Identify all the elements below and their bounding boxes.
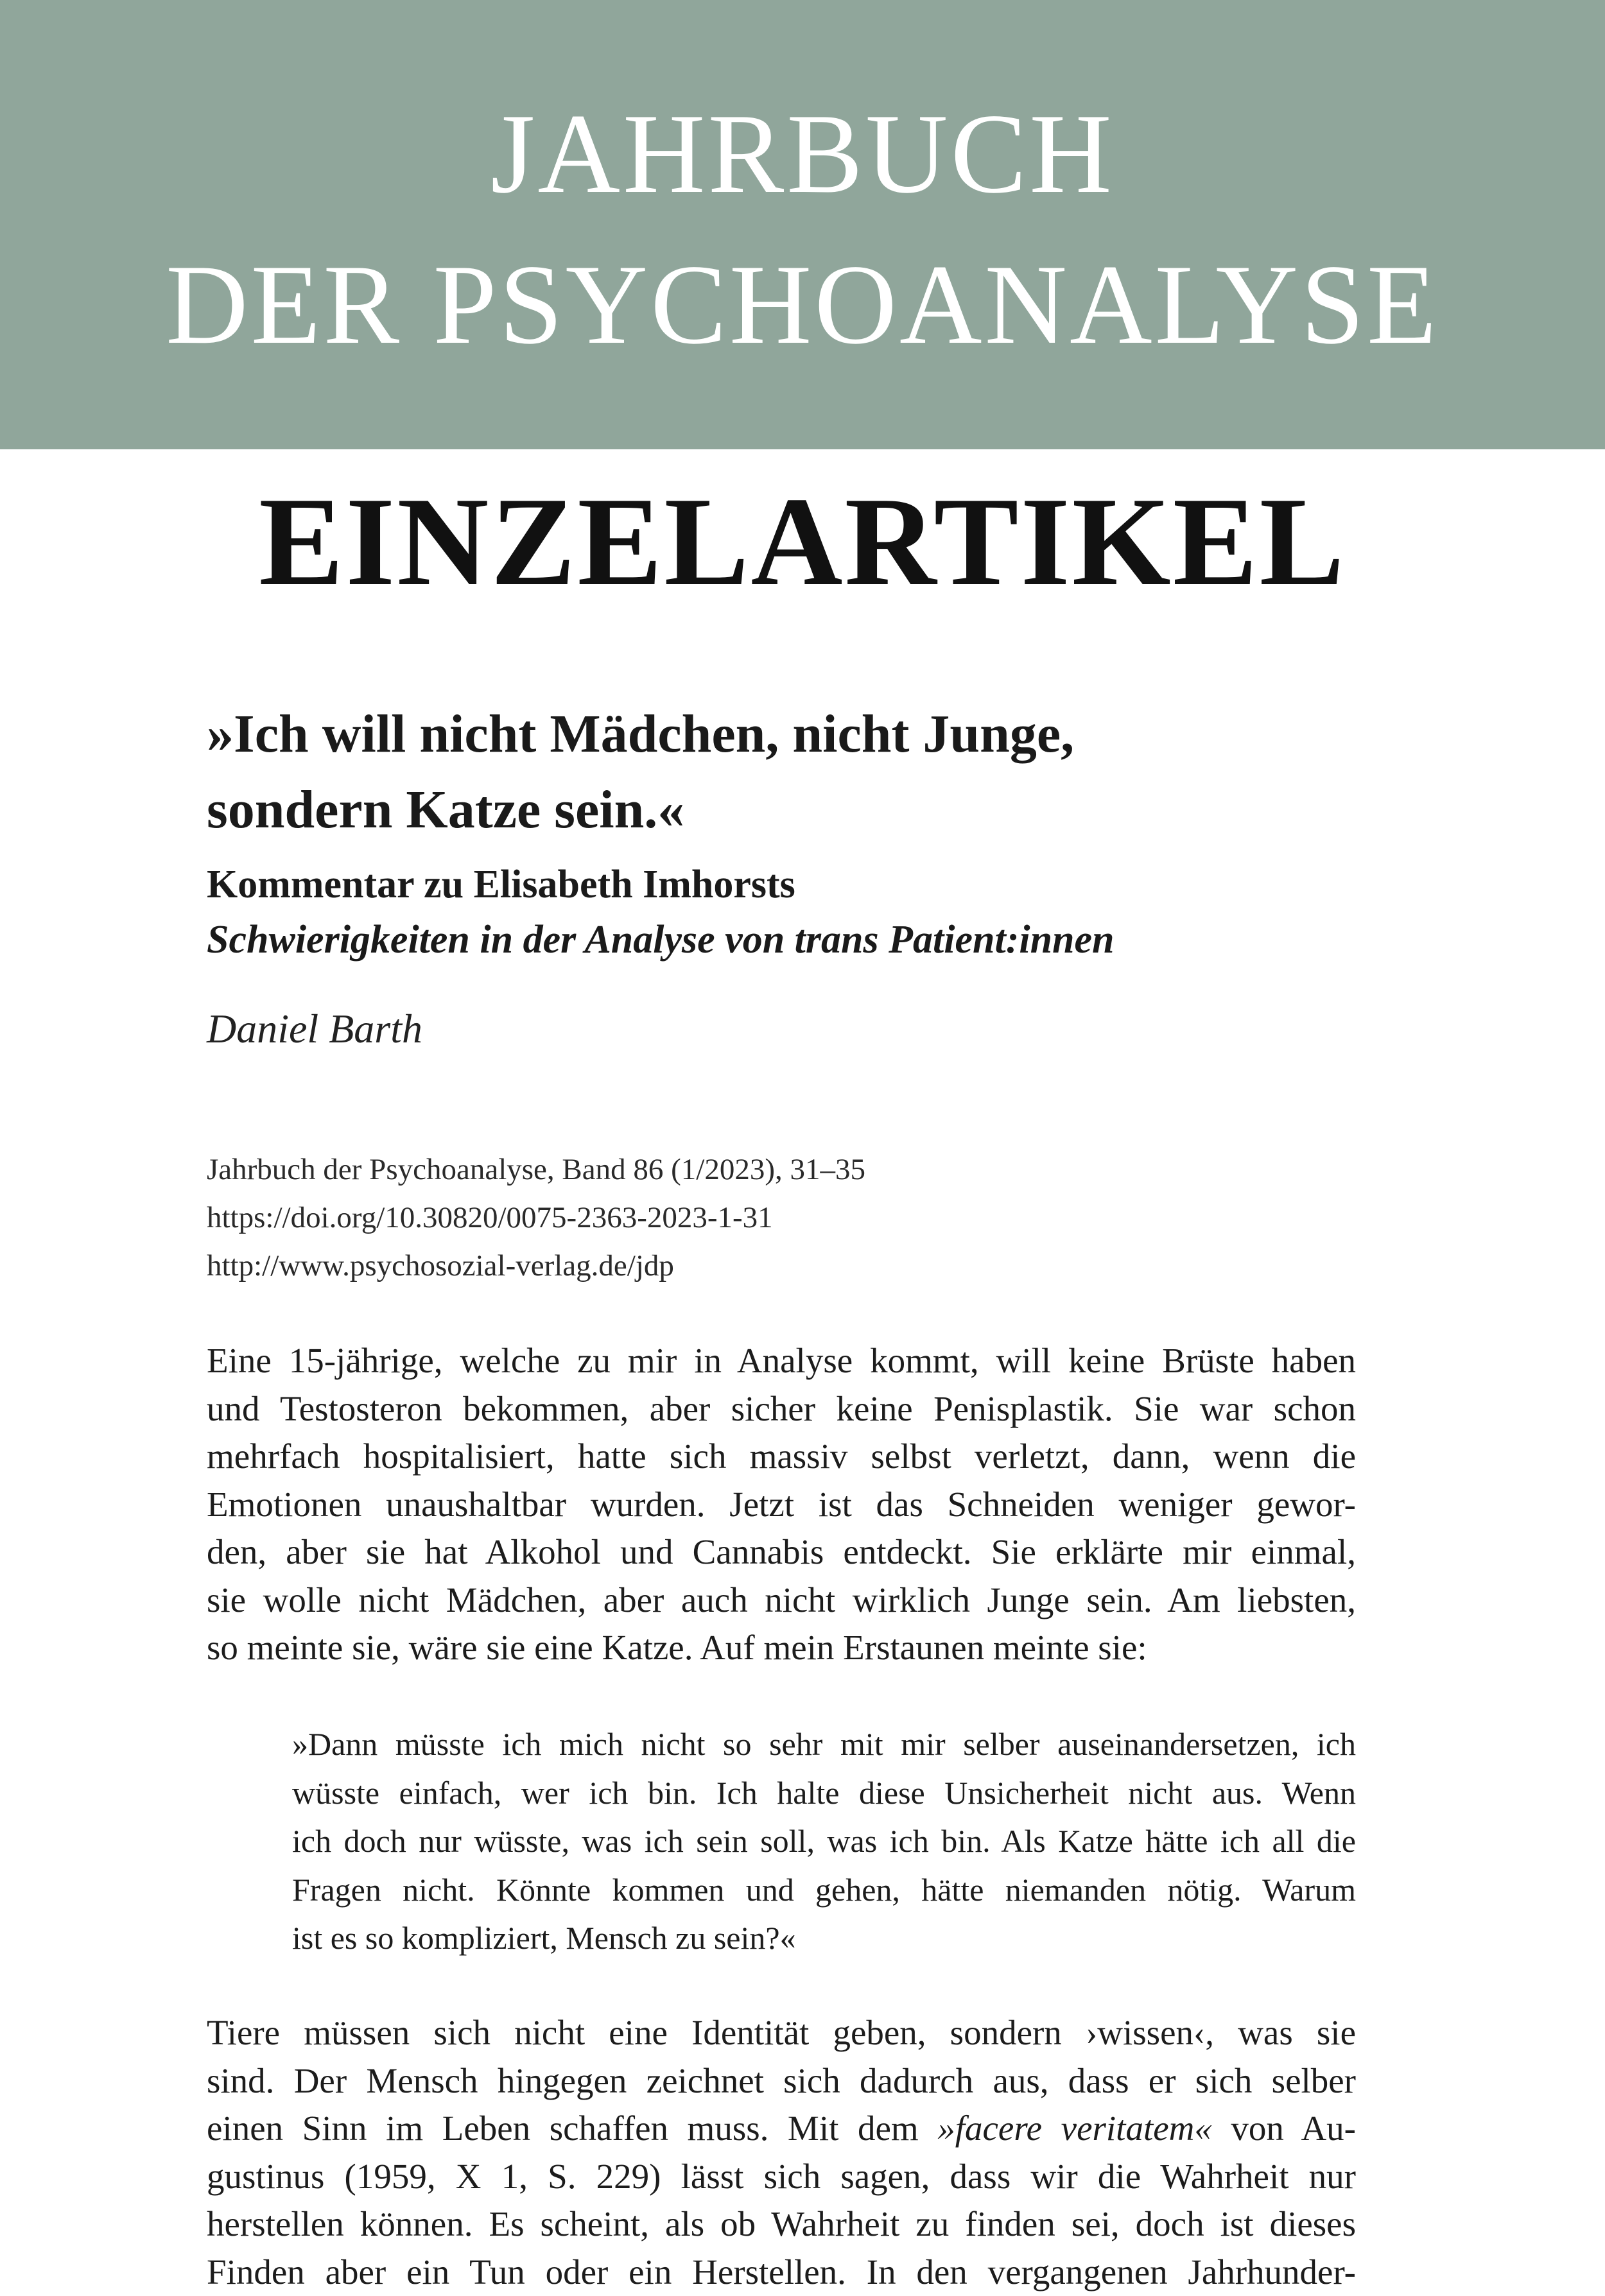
journal-title-line-1: JAHRBUCH xyxy=(0,96,1605,211)
article-title xyxy=(207,696,1356,848)
body-text-span: einen Sinn im Leben schaffen muss. Mit dem xyxy=(207,2109,937,2148)
publisher-link[interactable]: http://www.psychosozial-verlag.de/jdp xyxy=(207,1242,1356,1290)
body-text-span: von Au- xyxy=(1212,2109,1356,2148)
quote-line: »Dann müsste ich mich nicht so sehr mit mir selber auseinandersetzen, ich xyxy=(292,1720,1356,1769)
quote-line: wüsste einfach, wer ich bin. Ich halte diese Unsicherheit nicht aus. Wenn xyxy=(292,1769,1356,1818)
body-line xyxy=(207,2105,1356,2153)
article-subtitle: Kommentar zu Elisabeth Imhorsts xyxy=(207,857,1356,912)
article-title-line: »Ich will nicht Mädchen, nicht Junge, xyxy=(207,696,1356,772)
body-line: herstellen können. Es scheint, als ob Wahrheit zu finden sei, doch ist dieses xyxy=(207,2200,1356,2249)
latin-quote: »facere veritatem« xyxy=(937,2109,1212,2148)
body-paragraph-2 xyxy=(207,2009,1356,2296)
doi-link[interactable]: https://doi.org/10.30820/0075-2363-2023-1-31 xyxy=(207,1194,1356,1242)
body-line: gustinus (1959, X 1, S. 229) lässt sich sagen, dass wir die Wahrheit nur xyxy=(207,2153,1356,2201)
body-line: mehrfach hospitalisiert, hatte sich massiv selbst verletzt, dann, wenn die xyxy=(207,1433,1356,1481)
section-label: EINZELARTIKEL xyxy=(0,478,1605,605)
body-line: Tiere müssen sich nicht eine Identität geben, sondern ›wissen‹, was sie xyxy=(207,2009,1356,2057)
block-quote xyxy=(292,1720,1356,1963)
journal-header-band xyxy=(0,0,1605,449)
body-line: Emotionen unaushaltbar wurden. Jetzt ist das Schneiden weniger gewor- xyxy=(207,1481,1356,1529)
citation-text: Jahrbuch der Psychoanalyse, Band 86 (1/2023), 31–35 xyxy=(207,1146,1356,1194)
quote-line: Fragen nicht. Könnte kommen und gehen, hätte niemanden nötig. Warum xyxy=(292,1866,1356,1915)
body-line: den, aber sie hat Alkohol und Cannabis entdeckt. Sie erklärte mir einmal, xyxy=(207,1528,1356,1576)
body-line: Finden aber ein Tun oder ein Herstellen. In den vergangenen Jahrhunder- xyxy=(207,2249,1356,2296)
article-subtitle-italic: Schwierigkeiten in der Analyse von trans Patient:innen xyxy=(207,912,1356,967)
body-paragraph-1 xyxy=(207,1337,1356,1672)
journal-title-line-2: DER PSYCHOANALYSE xyxy=(0,247,1605,361)
body-line: Eine 15-jährige, welche zu mir in Analyse kommt, will keine Brüste haben xyxy=(207,1337,1356,1385)
article-title-line: sondern Katze sein.« xyxy=(207,772,1356,848)
quote-line: ist es so kompliziert, Mensch zu sein?« xyxy=(292,1914,1356,1963)
body-line: sie wolle nicht Mädchen, aber auch nicht wirklich Junge sein. Am liebsten, xyxy=(207,1576,1356,1625)
body-line: so meinte sie, wäre sie eine Katze. Auf mein Erstaunen meinte sie: xyxy=(207,1624,1356,1672)
citation-block xyxy=(207,1146,1356,1290)
body-line: sind. Der Mensch hingegen zeichnet sich dadurch aus, dass er sich selber xyxy=(207,2057,1356,2105)
quote-line: ich doch nur wüsste, was ich sein soll, was ich bin. Als Katze hätte ich all die xyxy=(292,1817,1356,1866)
body-line: und Testosteron bekommen, aber sicher keine Penisplastik. Sie war schon xyxy=(207,1385,1356,1433)
author-name: Daniel Barth xyxy=(207,1001,1356,1057)
